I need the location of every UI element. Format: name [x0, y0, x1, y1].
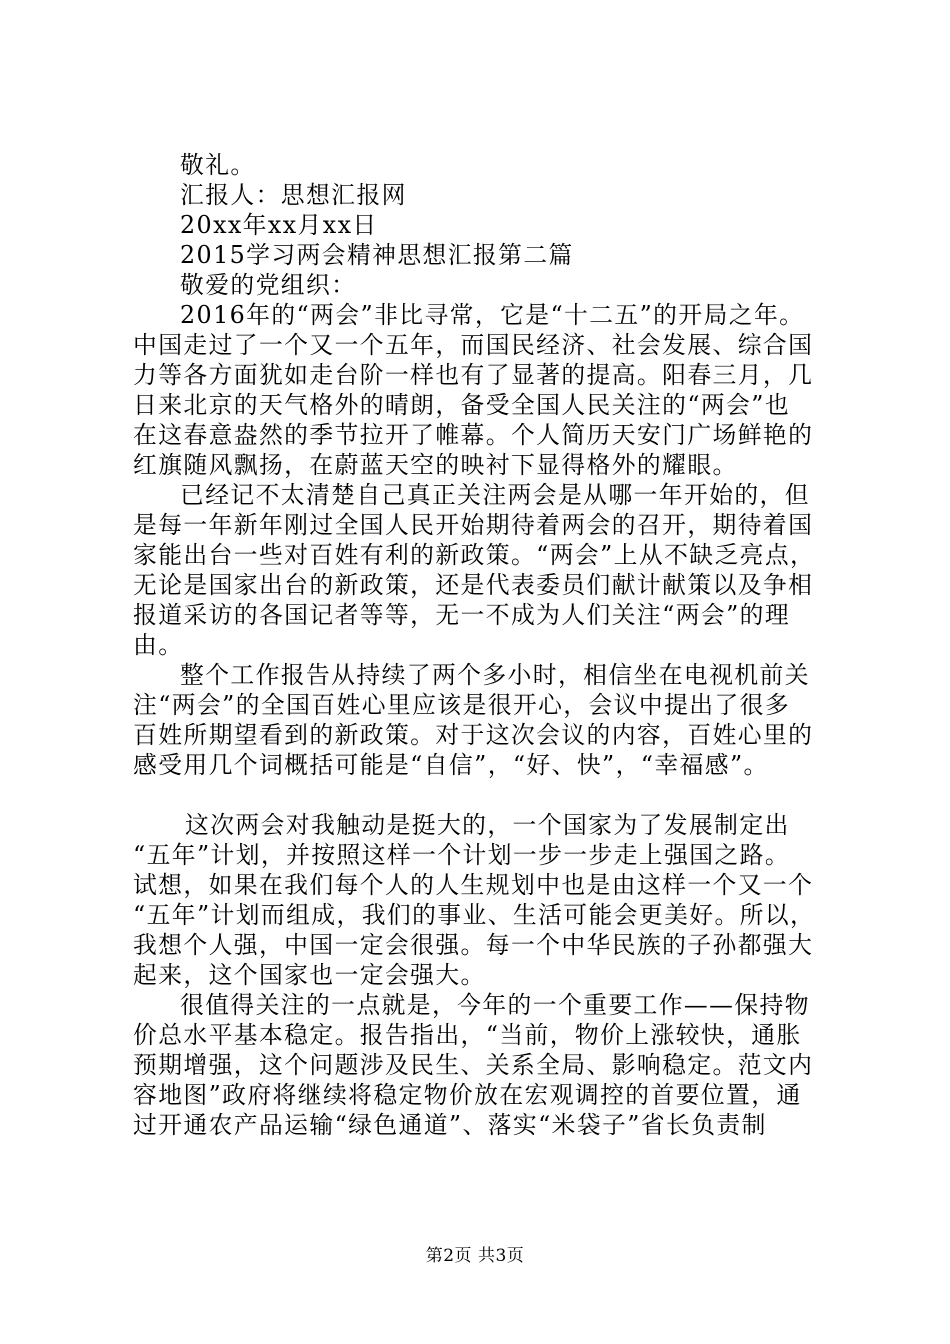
- paragraph-line: 预期增强，这个问题涉及民生、关系全局、影响稳定。范文内: [133, 1051, 814, 1079]
- paragraph-line: 这次两会对我触动是挺大的，一个国家为了发展制定出: [185, 811, 790, 839]
- blank-line: [133, 780, 833, 810]
- paragraph-line: 试想，如果在我们每个人的人生规划中也是由这样一个又一个: [133, 871, 814, 899]
- reporter-line: 汇报人：思想汇报网: [180, 181, 407, 209]
- paragraph: [133, 810, 833, 990]
- paragraph-line: 报道采访的各国记者等等，无一不成为人们关注“两会”的理: [133, 601, 791, 629]
- paragraph-line: 由。: [133, 631, 184, 659]
- paragraph-line: 在这春意盎然的季节拉开了帷幕。个人简历天安门广场鲜艳的: [133, 421, 814, 449]
- page-number: 第2页 共3页: [425, 1246, 525, 1266]
- paragraph-line: 起来，这个国家也一定会强大。: [133, 961, 486, 989]
- paragraph-line: “五年”计划，并按照这样一个计划一步一步走上强国之路。: [133, 841, 791, 869]
- paragraph-line: 百姓所期望看到的新政策。对于这次会议的内容，百姓心里的: [133, 721, 814, 749]
- section-title: 2015学习两会精神思想汇报第二篇: [180, 241, 574, 269]
- closing-salute: 敬礼。: [180, 151, 256, 179]
- paragraph-line: 注“两会”的全国百姓心里应该是很开心，会议中提出了很多: [133, 691, 791, 719]
- paragraph: [133, 660, 833, 780]
- page-footer: [0, 1244, 950, 1268]
- paragraph-line: 感受用几个词概括可能是“自信”，“好、快”，“幸福感”。: [133, 751, 769, 779]
- paragraph-line: 力等各方面犹如走台阶一样也有了显著的提高。阳春三月，几: [133, 361, 814, 389]
- paragraph-line: 整个工作报告从持续了两个多小时，相信坐在电视机前关: [180, 661, 810, 689]
- paragraph-line: 很值得关注的一点就是，今年的一个重要工作——保持物: [180, 991, 810, 1019]
- greeting: 敬爱的党组织：: [180, 271, 357, 299]
- paragraph-line: 无论是国家出台的新政策，还是代表委员们献计献策以及争相: [133, 571, 814, 599]
- paragraph-line: 红旗随风飘扬，在蔚蓝天空的映衬下显得格外的耀眼。: [133, 451, 738, 479]
- paragraph-line: 日来北京的天气格外的晴朗，备受全国人民关注的“两会”也: [133, 391, 791, 419]
- paragraph: [133, 990, 833, 1140]
- paragraph-line: 过开通农产品运输“绿色通道”、落实“米袋子”省长负责制: [133, 1111, 767, 1139]
- paragraph-line: 我想个人强，中国一定会很强。每一个中华民族的子孙都强大: [133, 931, 814, 959]
- paragraph: [133, 300, 833, 480]
- paragraph-line: 中国走过了一个又一个五年，而国民经济、社会发展、综合国: [133, 331, 814, 359]
- paragraph-line: 价总水平基本稳定。报告指出，“当前，物价上涨较快，通胀: [133, 1021, 802, 1049]
- paragraph-line: 是每一年新年刚过全国人民开始期待着两会的召开，期待着国: [133, 511, 814, 539]
- document-body: [133, 150, 833, 1140]
- paragraph: [133, 480, 833, 660]
- paragraph-line: 已经记不太清楚自己真正关注两会是从哪一年开始的，但: [180, 481, 810, 509]
- paragraph-line: 容地图”政府将继续将稳定物价放在宏观调控的首要位置，通: [133, 1081, 802, 1109]
- paragraph-line: “五年”计划而组成，我们的事业、生活可能会更美好。所以，: [133, 901, 816, 929]
- paragraph-line: 家能出台一些对百姓有利的新政策。“两会”上从不缺乏亮点，: [133, 541, 816, 569]
- paragraph-line: 2016年的“两会”非比寻常，它是“十二五”的开局之年。: [180, 301, 805, 329]
- date-line: 20xx年xx月xx日: [180, 211, 378, 239]
